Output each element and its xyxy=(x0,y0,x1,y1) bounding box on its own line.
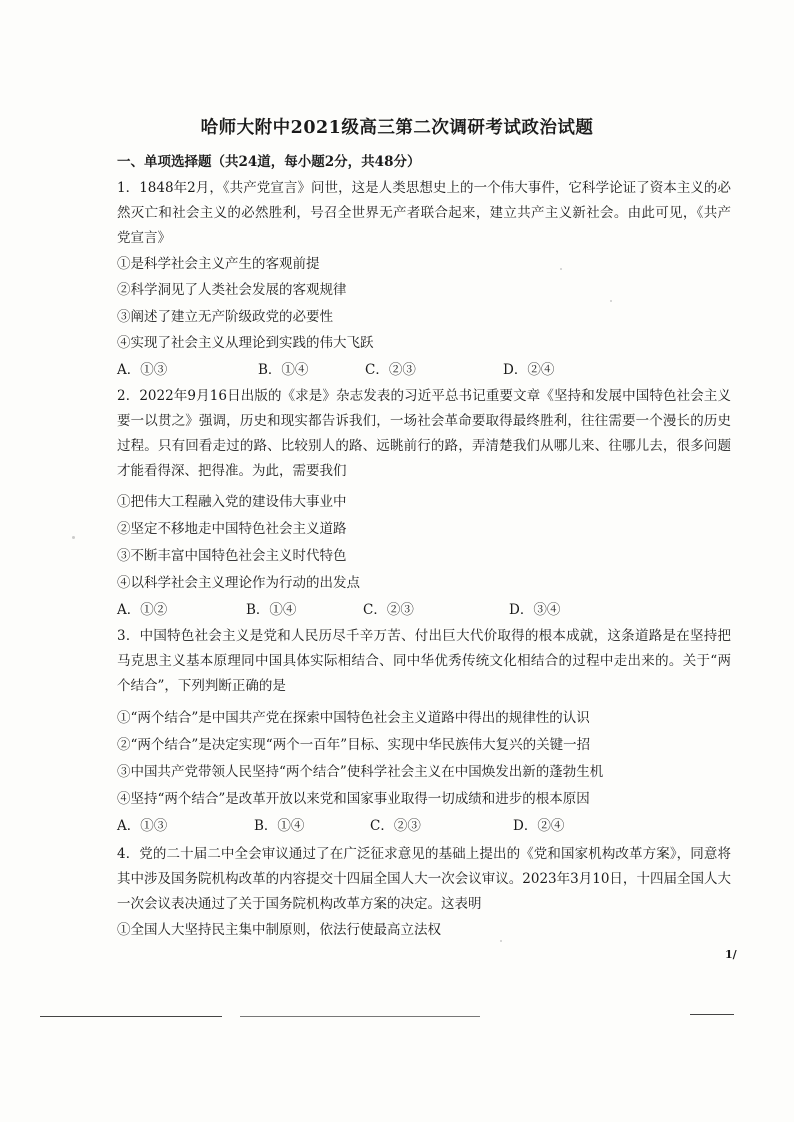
scan-speck xyxy=(560,268,562,270)
question-3-choice-d: D．②④ xyxy=(513,818,565,834)
question-2-choice-c: C．②③ xyxy=(363,602,414,618)
question-2-item-4: ④以科学社会主义理论作为行动的出发点 xyxy=(117,575,360,591)
question-1-item-3: ③阐述了建立无产阶级政党的必要性 xyxy=(117,309,333,325)
question-3-item-2: ②“两个结合”是决定实现“两个一百年”目标、实现中华民族伟大复兴的关键一招 xyxy=(117,737,591,753)
scan-speck xyxy=(610,300,612,302)
question-2-item-3: ③不断丰富中国特色社会主义时代特色 xyxy=(117,548,347,564)
bottom-rule-middle xyxy=(240,1016,480,1017)
section-header: 一、单项选择题（共24道，每小题2分，共48分） xyxy=(117,154,421,170)
question-3-stem: 3．中国特色社会主义是党和人民历尽千辛万苦、付出巨大代价取得的根本成就，这条道路是在坚持把马克思主义基本原理同中国具体实际相结合、同中华优秀传统文化相结合的过程中走出来的。关于“两个结合”，下列判断正确的是 xyxy=(117,628,731,694)
question-2-stem: 2．2022年9月16日出版的《求是》杂志发表的习近平总书记重要文章《坚持和发展中国特色社会主义要一以贯之》强调，历史和现实都告诉我们，一场社会革命要取得最终胜利，往往需要一个漫长的历史过程。只有回看走过的路、比较别人的路、远眺前行的路，弄清楚我们从哪儿来、往哪儿去，很多问题才能看得深、把得准。为此，需要我们 xyxy=(117,388,731,479)
bottom-rule-left xyxy=(40,1016,222,1017)
question-2-choice-a: A．①② xyxy=(117,602,168,618)
question-3-item-4: ④坚持“两个结合”是改革开放以来党和国家事业取得一切成绩和进步的根本原因 xyxy=(117,791,590,807)
question-1-item-1: ①是科学社会主义产生的客观前提 xyxy=(117,256,320,272)
question-3-item-3: ③中国共产党带领人民坚持“两个结合”使科学社会主义在中国焕发出新的蓬勃生机 xyxy=(117,764,604,780)
question-4-stem: 4．党的二十届二中全会审议通过了在广泛征求意见的基础上提出的《党和国家机构改革方案》，同意将其中涉及国务院机构改革的内容提交十四届全国人大一次会议审议。2023年3月10日，十四届全国人大一次会议表决通过了关于国务院机构改革方案的决定。这表明 xyxy=(117,846,731,912)
question-3-item-1: ①“两个结合”是中国共产党在探索中国特色社会主义道路中得出的规律性的认识 xyxy=(117,710,590,726)
scan-speck xyxy=(500,940,502,942)
question-1-choice-a: A．①③ xyxy=(117,362,168,378)
scan-speck xyxy=(72,536,75,539)
page-number: 1/ xyxy=(725,948,737,961)
question-2-choice-d: D．③④ xyxy=(509,602,561,618)
question-1-choice-d: D．②④ xyxy=(503,362,555,378)
question-2-choice-b: B．①④ xyxy=(246,602,297,618)
question-4-item-1: ①全国人大坚持民主集中制原则，依法行使最高立法权 xyxy=(117,922,441,938)
question-1-item-4: ④实现了社会主义从理论到实践的伟大飞跃 xyxy=(117,335,374,351)
question-1-item-2: ②科学洞见了人类社会发展的客观规律 xyxy=(117,282,347,298)
question-1-choice-b: B．①④ xyxy=(258,362,309,378)
bottom-rule-right xyxy=(690,1014,734,1015)
page-title: 哈师大附中2021级高三第二次调研考试政治试题 xyxy=(200,118,594,138)
question-2-item-1: ①把伟大工程融入党的建设伟大事业中 xyxy=(117,494,347,510)
question-3-choice-b: B．①④ xyxy=(254,818,305,834)
question-1-stem: 1．1848年2月，《共产党宣言》问世，这是人类思想史上的一个伟大事件，它科学论证了资本主义的必然灭亡和社会主义的必然胜利，号召全世界无产者联合起来，建立共产主义新社会。由此可见，《共产党宣言》 xyxy=(117,180,731,246)
question-3-choice-a: A．①③ xyxy=(117,818,168,834)
question-3-choice-c: C．②③ xyxy=(370,818,421,834)
question-2-item-2: ②坚定不移地走中国特色社会主义道路 xyxy=(117,521,347,537)
question-1-choice-c: C．②③ xyxy=(365,362,416,378)
